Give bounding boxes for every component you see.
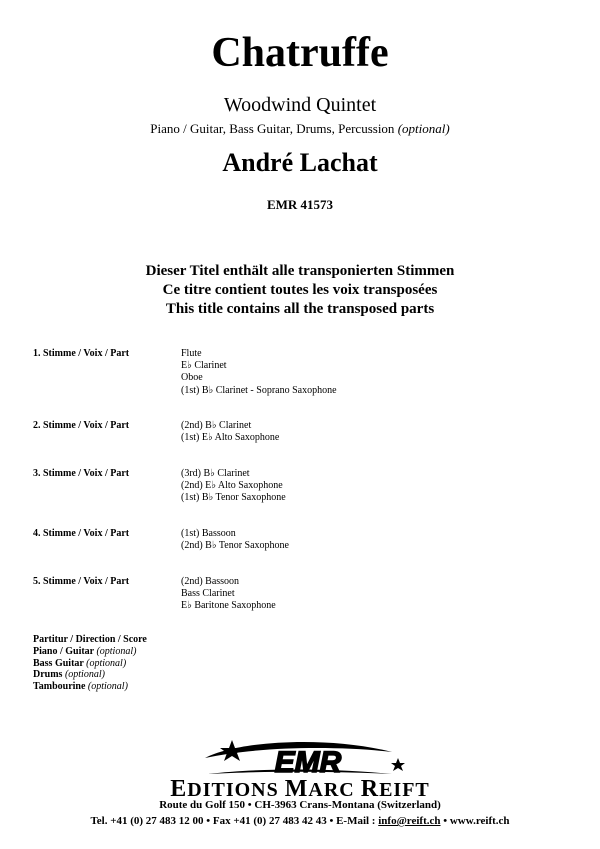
score-extras	[33, 634, 147, 693]
email-link[interactable]: info@reift.ch	[378, 815, 441, 827]
notice-english: This title contains all the transposed parts	[165, 301, 435, 317]
notice-german: Dieser Titel enthält alle transponierten Stimmen	[145, 263, 455, 279]
instrument: (2nd) B♭ Tenor Saxophone	[181, 540, 289, 552]
extra-note: (optional)	[64, 669, 105, 681]
extra-name: Drums	[33, 669, 65, 681]
title: Chatruffe	[211, 30, 389, 76]
instrument: (2nd) Bassoon	[181, 576, 240, 587]
logo-text: EMR	[274, 746, 342, 779]
extra-item	[33, 658, 147, 670]
instrument: (2nd) B♭ Clarinet	[181, 420, 252, 431]
instrument: Bass Clarinet	[181, 588, 235, 600]
extra-note: (optional)	[96, 645, 137, 657]
publisher-name	[0, 777, 600, 801]
publisher-address: Route du Golf 150 • CH-3963 Crans-Montana (Switzerland)	[159, 799, 441, 811]
part-instruments	[181, 420, 279, 444]
part-instruments	[181, 468, 286, 505]
publisher-contact	[0, 816, 600, 827]
instrumentation-optional: (optional)	[397, 121, 450, 136]
instrument: (1st) Bassoon	[181, 528, 236, 539]
instrument: (1st) E♭ Alto Saxophone	[181, 432, 280, 444]
notice-french: Ce titre contient toutes les voix transposées	[162, 282, 438, 298]
publisher-name-part: DITIONS	[187, 779, 285, 801]
catalog-number: EMR 41573	[266, 197, 334, 212]
publisher-name-part: E	[170, 776, 188, 802]
publisher-name-part: ARC	[308, 779, 361, 801]
part-instruments	[181, 528, 289, 552]
website: • www.reift.ch	[440, 815, 510, 827]
instrument: Flute	[181, 348, 202, 359]
instrument: (1st) B♭ Clarinet - Soprano Saxophone	[181, 384, 337, 396]
extra-item	[33, 681, 147, 693]
instrument: E♭ Clarinet	[181, 360, 227, 372]
extra-item	[33, 646, 147, 658]
extra-name: Tambourine	[33, 681, 88, 693]
instrument: (3rd) B♭ Clarinet	[181, 468, 250, 479]
part-label: 4. Stimme / Voix / Part	[33, 528, 130, 539]
instrument: Oboe	[181, 372, 203, 384]
part-instruments	[181, 576, 276, 613]
part-label: 2. Stimme / Voix / Part	[33, 420, 130, 431]
instrumentation	[0, 122, 600, 135]
part-instruments	[181, 348, 337, 397]
instrumentation-main: Piano / Guitar, Bass Guitar, Drums, Percussion	[150, 121, 398, 136]
publisher-name-part: R	[360, 776, 380, 802]
star-icon	[391, 758, 405, 771]
subtitle: Woodwind Quintet	[223, 94, 377, 116]
part-label: 1. Stimme / Voix / Part	[33, 348, 130, 359]
contact-phone-fax: Tel. +41 (0) 27 483 12 00 • Fax +41 (0) 27 483 42 43 • E-Mail :	[90, 815, 379, 827]
publisher-name-part: M	[284, 776, 309, 802]
publisher-name-part: EIFT	[379, 779, 430, 801]
extra-name: Partitur / Direction / Score	[33, 634, 147, 645]
part-label: 3. Stimme / Voix / Part	[33, 468, 130, 479]
extra-item	[33, 669, 147, 681]
extra-name: Piano / Guitar	[33, 645, 97, 657]
instrument: (2nd) E♭ Alto Saxophone	[181, 480, 283, 492]
transposition-notice	[0, 262, 600, 319]
instrument: E♭ Baritone Saxophone	[181, 600, 276, 612]
extra-note: (optional)	[86, 657, 127, 669]
extra-name: Bass Guitar	[33, 657, 87, 669]
star-icon	[220, 740, 244, 761]
extra-note: (optional)	[87, 681, 128, 693]
instrument: (1st) B♭ Tenor Saxophone	[181, 492, 286, 504]
composer: André Lachat	[222, 148, 378, 177]
extra-item	[33, 634, 147, 646]
part-label: 5. Stimme / Voix / Part	[33, 576, 130, 587]
